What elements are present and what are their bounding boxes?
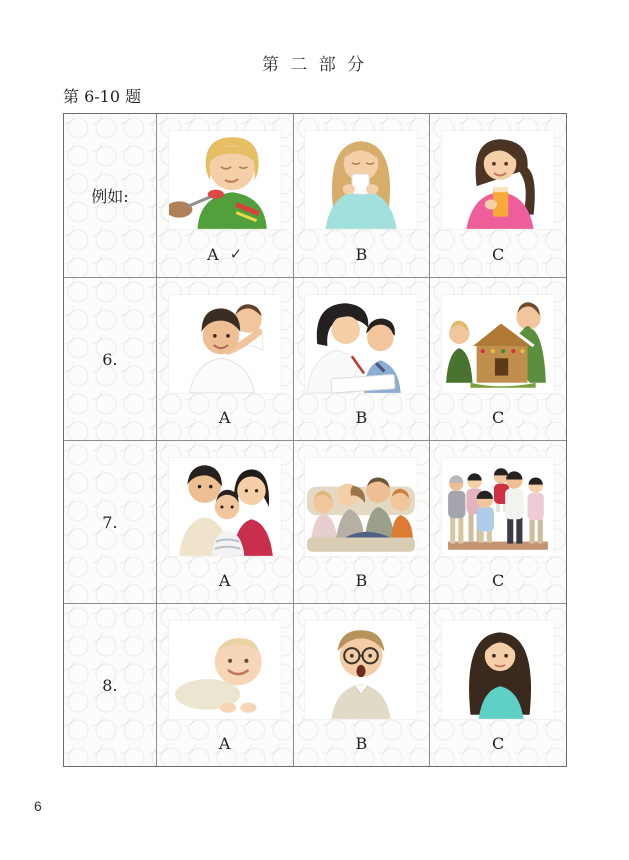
option-cell-6-b xyxy=(293,278,430,440)
option-photo xyxy=(442,458,554,556)
option-letter: B xyxy=(355,570,368,590)
table-row-8 xyxy=(64,603,566,766)
option-letter: C xyxy=(492,733,505,753)
option-cell-8-a xyxy=(156,604,293,766)
photo-standing-family-illustration xyxy=(442,458,554,556)
option-photo xyxy=(169,621,281,719)
row-label: 6. xyxy=(64,278,156,440)
option-cell-example-a xyxy=(156,114,293,277)
option-cell-8-b xyxy=(293,604,430,766)
option-letter: C xyxy=(492,407,505,427)
option-letter: A xyxy=(218,407,231,427)
option-letter: C xyxy=(492,244,505,264)
photo-gingerbread-house-illustration xyxy=(442,295,554,393)
option-cell-8-c xyxy=(429,604,566,766)
option-photo xyxy=(305,295,417,393)
row-label: 例如: xyxy=(64,114,156,277)
section-label: 第 6-10 题 xyxy=(63,87,142,106)
option-photo xyxy=(169,131,281,229)
option-letter: B xyxy=(355,244,368,264)
option-cell-7-b xyxy=(293,441,430,603)
photo-girl-teal-illustration xyxy=(442,621,554,719)
photo-baby-illustration xyxy=(169,621,281,719)
option-letter: B xyxy=(355,733,368,753)
photo-boy-fed-illustration xyxy=(169,131,281,229)
option-cell-7-c xyxy=(429,441,566,603)
option-cell-6-a xyxy=(156,278,293,440)
photo-sofa-family-illustration xyxy=(305,458,417,556)
option-photo xyxy=(169,458,281,556)
photo-girl-juice-illustration xyxy=(442,131,554,229)
option-cell-example-b xyxy=(293,114,430,277)
option-photo xyxy=(442,621,554,719)
row-label: 8. xyxy=(64,604,156,766)
row-label: 7. xyxy=(64,441,156,603)
option-photo xyxy=(305,458,417,556)
table-row-6 xyxy=(64,277,566,440)
photo-surprised-boy-illustration xyxy=(305,621,417,719)
option-photo xyxy=(169,295,281,393)
page-number: 6 xyxy=(34,798,42,814)
option-letter: C xyxy=(492,570,505,590)
option-letter: A xyxy=(207,244,219,264)
option-cell-6-c xyxy=(429,278,566,440)
option-cell-7-a xyxy=(156,441,293,603)
option-letter: B xyxy=(355,407,368,427)
option-photo xyxy=(442,295,554,393)
option-cell-example-c xyxy=(429,114,566,277)
option-letter: A xyxy=(218,733,231,753)
table-row-example xyxy=(64,114,566,277)
photo-family-three-illustration xyxy=(169,458,281,556)
photo-piggyback-illustration xyxy=(169,295,281,393)
option-photo xyxy=(442,131,554,229)
photo-woman-drinking-illustration xyxy=(305,131,417,229)
option-photo xyxy=(305,621,417,719)
page-title: 第 二 部 分 xyxy=(261,55,368,75)
question-table xyxy=(63,113,567,767)
photo-homework-illustration xyxy=(305,295,417,393)
option-letter: A xyxy=(218,570,231,590)
option-photo xyxy=(305,131,417,229)
check-icon: ✓ xyxy=(229,245,243,263)
table-row-7 xyxy=(64,440,566,603)
